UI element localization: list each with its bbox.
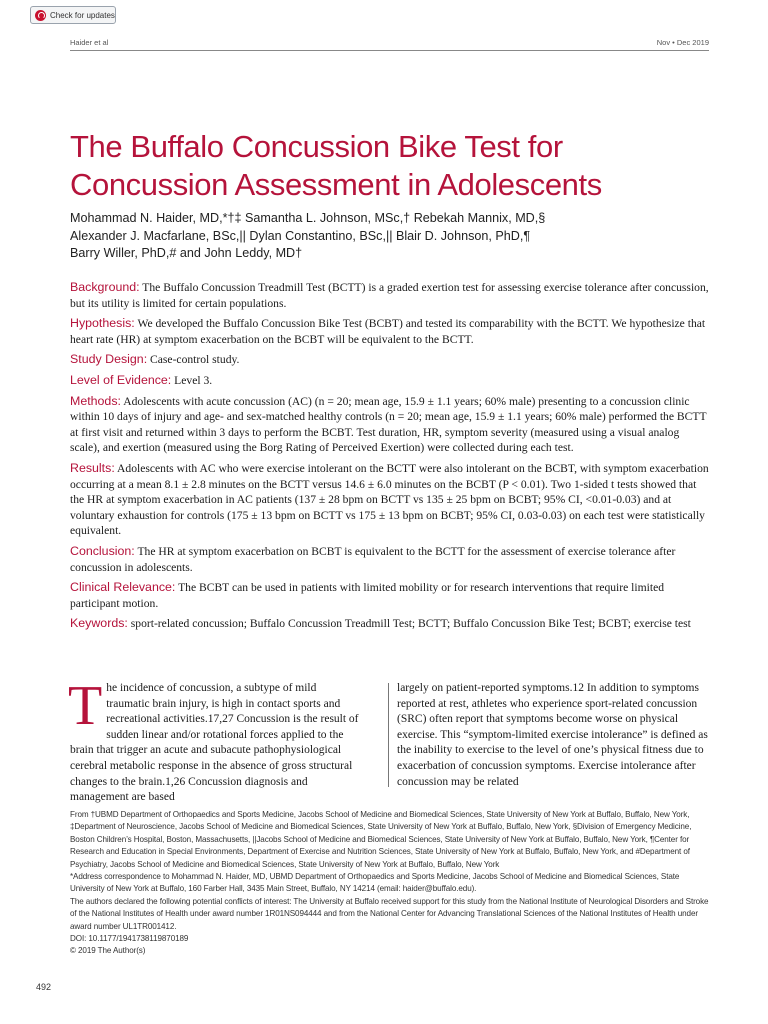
page-number: 492 bbox=[36, 982, 52, 992]
abstract-text: Adolescents with acute concussion (AC) (n = 20; mean age, 15.9 ± 1.1 years; 60% male) presenting to a concussion clinic within 10 days of injury and age- and sex-matched healthy controls (n = 20; mean age, 15.9 ± 1.1 years; 60% male) performed the BCTT at first visit and returned within 3 days to perform the BCBT. Test duration, HR, symptom severity (measured using a visual analog scale), and exertion (measured using the Borg Rating of Perceived Exertion) were collected during each test. bbox=[70, 394, 707, 455]
abstract-label: Results: bbox=[70, 460, 115, 475]
abstract-label: Level of Evidence: bbox=[70, 372, 172, 387]
abstract-label: Study Design: bbox=[70, 352, 148, 367]
header-rule bbox=[70, 50, 709, 51]
footnote-correspondence: *Address correspondence to Mohammad N. Haider, MD, UBMD Department of Orthopaedics and Sports Medicine, Jacobs School of Medicine and Biomedical Sciences, State University of New York at Buffalo, 160 Farber Hall, 3435 Main Street, Buffalo, NY 14214 (email: haider@buffalo.edu). bbox=[70, 872, 680, 894]
body-column-right bbox=[397, 681, 713, 790]
footnote-affiliations: From †UBMD Department of Orthopaedics and Sports Medicine, Jacobs School of Medicine and Biomedical Sciences, State University of New York at Buffalo, Buffalo, New York, ‡Department of Neuroscience, Jacobs School of Medicine and Biomedical Sciences, State University of New York at Buffalo, Buffalo, New York, §Division of Emergency Medicine, Boston Children’s Hospital, Boston, Massachusetts, ||Jacobs School of Medicine and Biomedical Sciences, State University of New York at Buffalo, Buffalo, New York, ¶Center for Research and Education in Special Environments, Department of Exercise and Nutrition Sciences, State University of New York at Buffalo, Buffalo, New York, and #Department of Psychiatry, Jacobs School of Medicine and Biomedical Sciences, State University of New York at Buffalo, Buffalo, New York bbox=[70, 810, 692, 869]
article-title: The Buffalo Concussion Bike Test for Concussion Assessment in Adolescents bbox=[70, 129, 602, 202]
abstract-background bbox=[70, 280, 712, 311]
abstract bbox=[70, 280, 712, 637]
footnote-doi: DOI: 10.1177/1941738119870189 bbox=[70, 934, 189, 944]
update-icon bbox=[35, 10, 46, 21]
author-line-3: Barry Willer, PhD,# and John Leddy, MD† bbox=[70, 246, 303, 260]
abstract-text: The HR at symptom exacerbation on BCBT is equivalent to the BCTT for the assessment of exercise tolerance after concussion in adolescents. bbox=[70, 544, 676, 574]
abstract-text: sport-related concussion; Buffalo Concussion Treadmill Test; BCTT; Buffalo Concussion Bike Test; BCBT; exercise test bbox=[127, 617, 691, 631]
abstract-text: The Buffalo Concussion Treadmill Test (BCTT) is a graded exertion test for assessing exercise tolerance after concussion, but its utility is limited for certain populations. bbox=[70, 281, 709, 310]
abstract-clinical-relevance bbox=[70, 580, 712, 611]
check-for-updates-badge[interactable] bbox=[30, 6, 116, 24]
abstract-keywords bbox=[70, 616, 712, 632]
author-list bbox=[70, 210, 710, 263]
body-column-left bbox=[68, 675, 360, 806]
abstract-label: Conclusion: bbox=[70, 543, 135, 558]
abstract-label: Keywords: bbox=[70, 616, 128, 631]
footnote-copyright: © 2019 The Author(s) bbox=[70, 946, 146, 956]
abstract-label: Clinical Relevance: bbox=[70, 580, 176, 595]
author-line-1: Mohammad N. Haider, MD,*†‡ Samantha L. Johnson, MSc,† Rebekah Mannix, MD,§ bbox=[70, 211, 546, 225]
abstract-results bbox=[70, 461, 712, 539]
check-for-updates-label: Check for updates bbox=[50, 10, 115, 20]
column-divider bbox=[388, 683, 389, 787]
abstract-label: Methods: bbox=[70, 393, 121, 408]
abstract-text: The BCBT can be used in patients with limited mobility or for research interventions that require limited participant motion. bbox=[70, 581, 665, 610]
abstract-label: Hypothesis: bbox=[70, 316, 135, 331]
abstract-conclusion bbox=[70, 544, 712, 575]
abstract-text: Adolescents with AC who were exercise intolerant on the BCTT were also intolerant on the BCBT, with symptom exacerbation occurring at a mean 8.1 ± 2.8 minutes on the BCTT versus 14.6 ± 6.0 minutes on the BCBT (P < 0.01). Two 1-sided t tests showed that the HR at symptom exacerbation in AC patients (137 ± 28 bpm on BCTT vs 135 ± 25 bpm on BCBT; 95% CI, <0.01-0.03) and at voluntary exhaustion for controls (175 ± 13 bpm on BCTT vs 175 ± 13 bpm on BCBT; 95% CI, 0.03-0.03) on each test were statistically equivalent. bbox=[70, 461, 709, 538]
abstract-label: Background: bbox=[70, 280, 140, 294]
body-text bbox=[68, 675, 712, 804]
abstract-text: Case-control study. bbox=[147, 353, 240, 367]
abstract-text: Level 3. bbox=[171, 373, 213, 387]
body-paragraph-right: largely on patient-reported symptoms.12 In addition to symptoms reported at rest, athletes who experience sport-related concussion (SRC) often report that symptoms become worse on physical exercise. This “symptom-limited exercise intolerance” is defined as the inability to exercise to the level of one’s physical fitness due to exacerbation of concussion symptoms. Exercise intolerance after concussion may be related bbox=[397, 682, 708, 788]
abstract-level-of-evidence bbox=[70, 373, 712, 389]
running-header-left: Haider et al bbox=[70, 38, 109, 47]
drop-cap: T bbox=[68, 675, 103, 737]
body-paragraph-left: he incidence of concussion, a subtype of mild traumatic brain injury, is high in contact sports and recreational activities.17,27 Concussion is the result of sudden linear and/or rotational forces applied to the brain that trigger an acute and subacute pathophysiological cerebral metabolic response in the absence of gross structural changes to the brain.1,26 Concussion diagnosis and management are based bbox=[70, 682, 359, 804]
running-header-right: Nov • Dec 2019 bbox=[656, 38, 709, 47]
abstract-text: We developed the Buffalo Concussion Bike Test (BCBT) and tested its comparability with the BCTT. We hypothesize that heart rate (HR) at symptom exacerbation on the BCBT will be equivalent to the BCTT. bbox=[70, 317, 706, 346]
author-line-2: Alexander J. Macfarlane, BSc,|| Dylan Constantino, BSc,|| Blair D. Johnson, PhD,¶ bbox=[70, 228, 531, 243]
abstract-study-design bbox=[70, 352, 712, 368]
footnotes bbox=[70, 809, 712, 958]
abstract-methods bbox=[70, 394, 712, 456]
footnote-conflicts: The authors declared the following potential conflicts of interest: The University at Buffalo received support for this study from the National Institute of Neurological Disorders and Stroke of the National Institutes of Health under award number 1R01NS094444 and from the National Center for Advancing Translational Sciences of the National Institutes of Health under award number UL1TR001412. bbox=[70, 896, 709, 931]
abstract-hypothesis bbox=[70, 316, 712, 347]
